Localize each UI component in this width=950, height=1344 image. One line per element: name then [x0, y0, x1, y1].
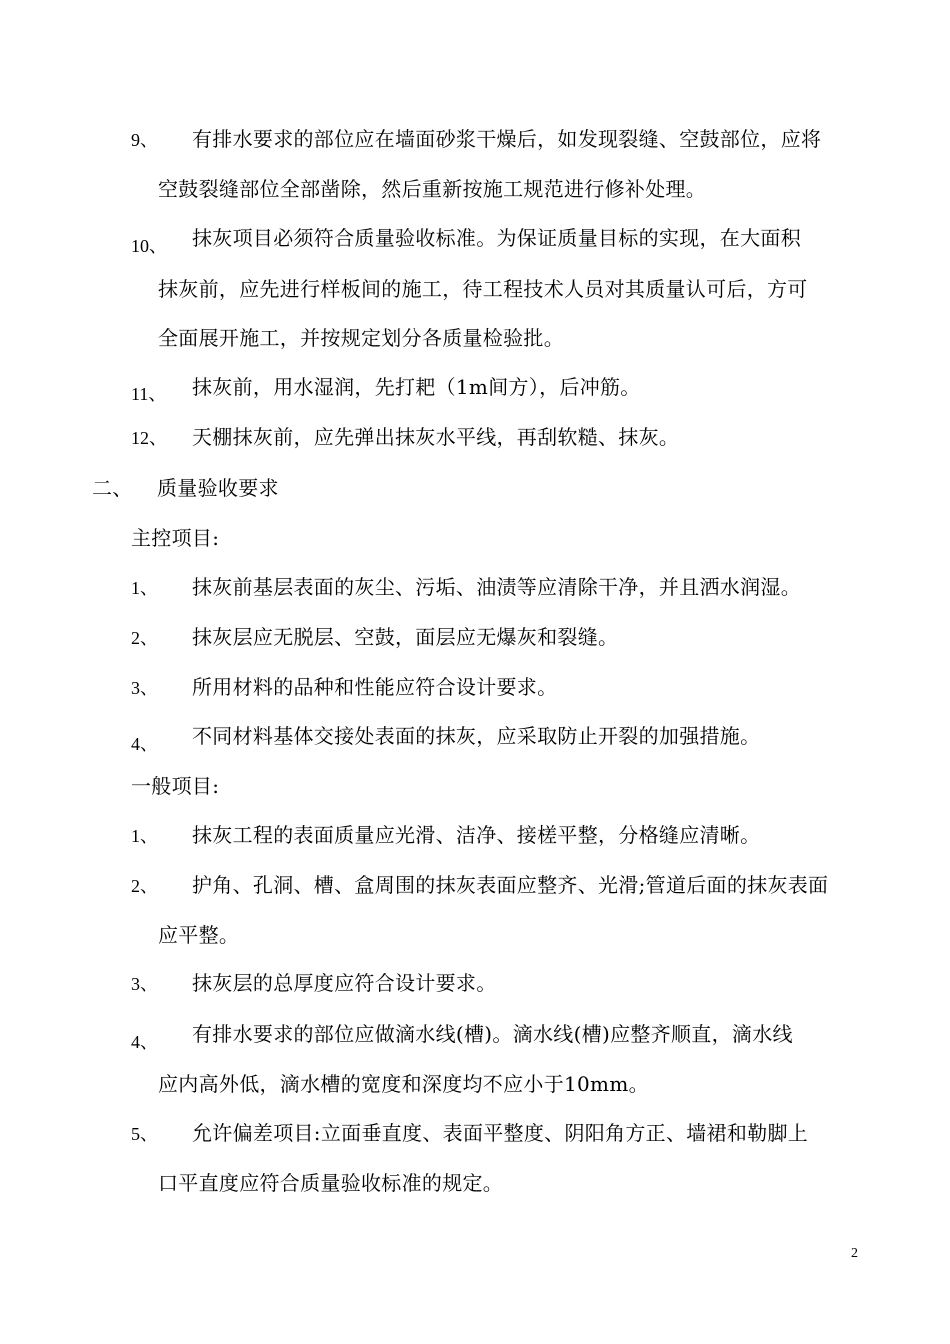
paragraph-line: 允许偏差项目:立面垂直度、表面平整度、阴阳角方正、墙裙和勒脚上 [192, 1121, 809, 1145]
paragraph-line: 抹灰层应无脱层、空鼓，面层应无爆灰和裂缝。 [192, 625, 619, 649]
list-item-number: 4、 [131, 734, 158, 754]
paragraph-line: 应平整。 [158, 923, 240, 947]
subsection-heading: 一般项目: [131, 774, 220, 798]
paragraph-line: 有排水要求的部位应在墙面砂浆干燥后，如发现裂缝、空鼓部位，应将 [192, 127, 822, 151]
paragraph-line: 所用材料的品种和性能应符合设计要求。 [192, 675, 558, 699]
list-item-number: 9、 [131, 130, 158, 150]
page-number: 2 [851, 1246, 858, 1261]
paragraph-line: 抹灰工程的表面质量应光滑、洁净、接槎平整，分格缝应清晰。 [192, 823, 761, 847]
paragraph-line: 有排水要求的部位应做滴水线(槽)。滴水线(槽)应整齐顺直，滴水线 [192, 1022, 793, 1046]
list-item-number: 4、 [131, 1032, 158, 1052]
paragraph-line: 抹灰项目必须符合质量验收标准。为保证质量目标的实现，在大面积 [192, 226, 801, 250]
section-number: 二、 [92, 476, 133, 500]
list-item-number: 2、 [131, 876, 158, 896]
subsection-heading: 主控项目: [131, 526, 220, 550]
paragraph-line: 抹灰前基层表面的灰尘、污垢、油渍等应清除干净，并且洒水润湿。 [192, 575, 801, 599]
list-item-number: 5、 [131, 1124, 158, 1144]
paragraph-line: 空鼓裂缝部位全部凿除，然后重新按施工规范进行修补处理。 [158, 177, 707, 201]
paragraph-line: 不同材料基体交接处表面的抹灰，应采取防止开裂的加强措施。 [192, 724, 761, 748]
paragraph-line: 全面展开施工，并按规定划分各质量检验批。 [158, 326, 564, 350]
paragraph-line: 口平直度应符合质量验收标准的规定。 [158, 1171, 504, 1195]
list-item-number: 2、 [131, 628, 158, 648]
paragraph-line: 应内高外低，滴水槽的宽度和深度均不应小于10mm。 [158, 1072, 649, 1096]
section-title: 质量验收要求 [157, 476, 279, 500]
list-item-number: 3、 [131, 678, 158, 698]
list-item-number: 12、 [131, 428, 167, 448]
list-item-number: 1、 [131, 826, 158, 846]
paragraph-line: 抹灰层的总厚度应符合设计要求。 [192, 971, 497, 995]
paragraph-line: 天棚抹灰前，应先弹出抹灰水平线，再刮软糙、抹灰。 [192, 425, 680, 449]
paragraph-line: 抹灰前，应先进行样板间的施工，待工程技术人员对其质量认可后，方可 [158, 277, 808, 301]
list-item-number: 1、 [131, 578, 158, 598]
list-item-number: 3、 [131, 974, 158, 994]
paragraph-line: 护角、孔洞、槽、盒周围的抹灰表面应整齐、光滑;管道后面的抹灰表面 [192, 873, 829, 897]
list-item-number: 11、 [131, 384, 167, 404]
paragraph-line: 抹灰前，用水湿润，先打耙（1m间方），后冲筋。 [192, 375, 641, 399]
list-item-number: 10、 [131, 236, 167, 256]
